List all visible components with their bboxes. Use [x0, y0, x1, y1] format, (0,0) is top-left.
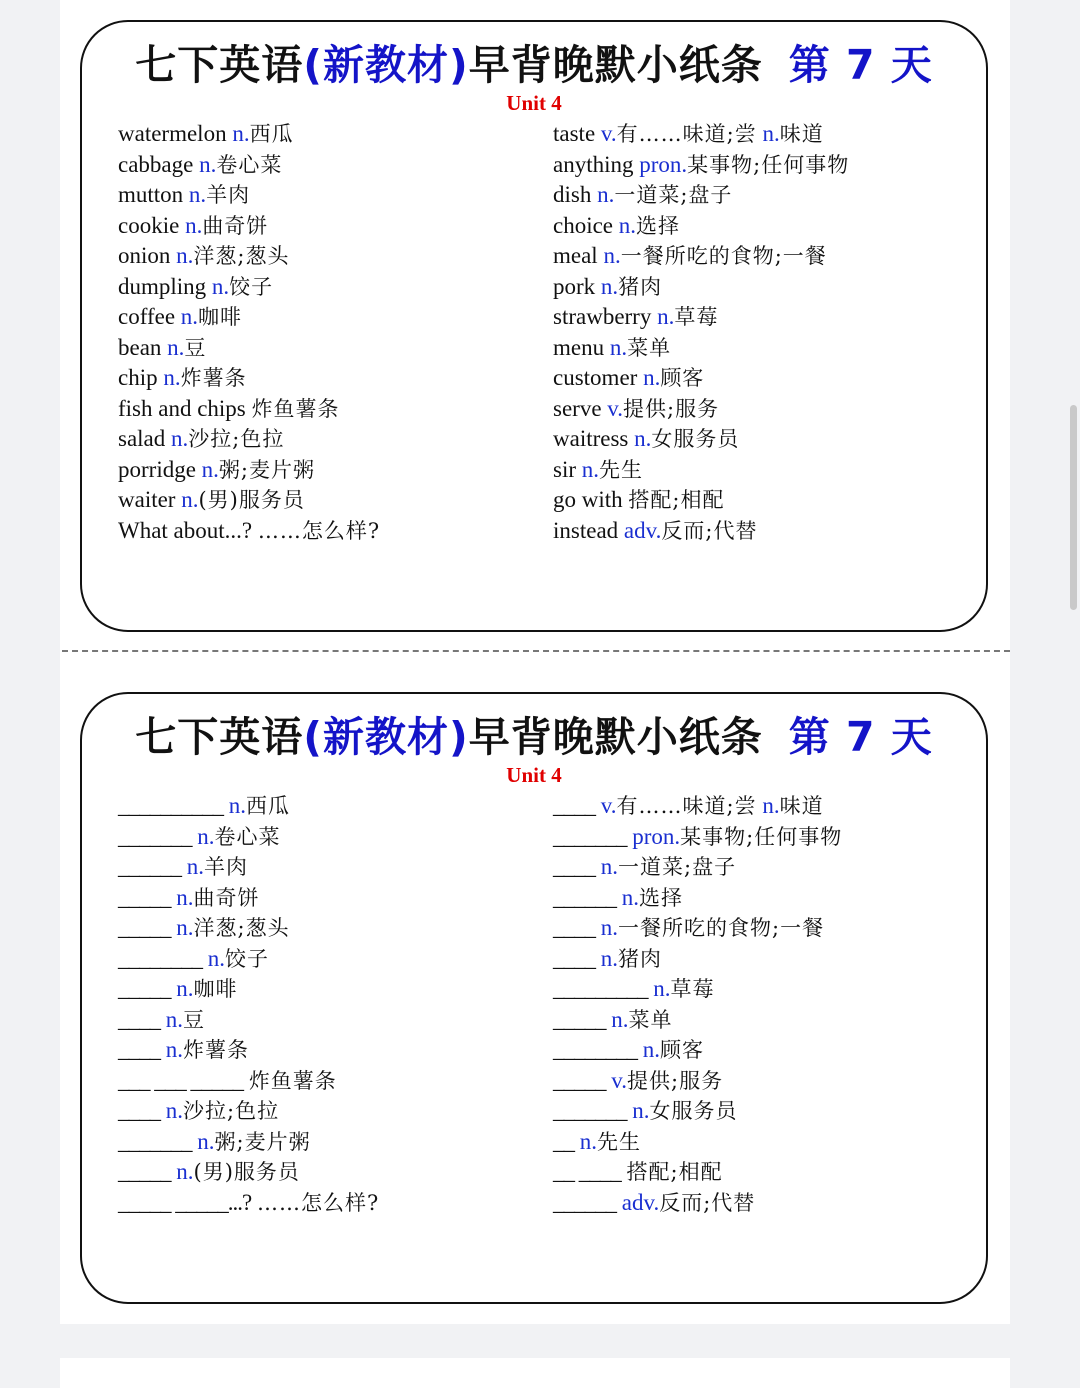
answer-blank: __ [553, 1128, 574, 1154]
chinese-meaning: 羊肉 [204, 855, 248, 879]
chinese-meaning: 曲奇饼 [193, 885, 260, 910]
english-word: watermelon [118, 121, 227, 146]
part-of-speech: n. [621, 884, 639, 910]
vocab-row [553, 211, 849, 242]
vocab-row [553, 241, 849, 272]
english-word: mutton [118, 182, 184, 207]
part-of-speech: n. [188, 182, 207, 207]
vocab-row [118, 302, 380, 333]
english-word: strawberry [553, 304, 652, 329]
title-subtitle: 早背晚默小纸条 [468, 713, 763, 761]
part-of-speech: n. [163, 365, 181, 390]
english-word: waiter [118, 487, 176, 512]
vocab-row [553, 485, 849, 516]
english-word: waitress [553, 426, 629, 451]
english-word: pork [553, 273, 596, 299]
dictation-row [118, 913, 379, 944]
chinese-meaning: 炸薯条 [180, 366, 247, 390]
dictation-row [118, 1035, 379, 1066]
title-subtitle: 早背晚默小纸条 [468, 41, 763, 89]
part-of-speech: n. [603, 243, 621, 268]
answer-blank: ______ [118, 854, 181, 879]
english-word: What about...? [118, 517, 253, 543]
chinese-meaning: 洋葱;葱头 [193, 916, 290, 940]
part-of-speech: n. [600, 915, 618, 940]
english-word: chip [118, 365, 158, 390]
chinese-meaning: 草莓 [670, 977, 715, 1001]
title-text: 七下英语 [135, 41, 304, 89]
english-word: menu [553, 334, 605, 360]
dictation-row [118, 1157, 379, 1188]
vocab-row [118, 485, 380, 516]
vocab-row [118, 516, 380, 547]
chinese-meaning: 羊肉 [206, 183, 251, 207]
dictation-row [118, 852, 379, 883]
answer-blank: _______ [553, 1098, 627, 1123]
part-of-speech: pron. [632, 823, 681, 849]
chinese-meaning: (男)服务员 [198, 488, 305, 512]
part-of-speech: n. [171, 426, 189, 451]
vocab-row [553, 333, 849, 364]
chinese-meaning: 顾客 [660, 366, 705, 390]
chinese-meaning: 卷心菜 [214, 824, 281, 849]
answer-blank: __________ [118, 793, 223, 818]
vocab-row [118, 333, 380, 364]
dictation-row [553, 822, 842, 853]
answer-blank: ______ [553, 1189, 616, 1215]
dictation-row [553, 852, 842, 883]
part-of-speech: n. [581, 456, 599, 482]
dictation-row [553, 944, 842, 975]
english-word: cabbage [118, 151, 194, 177]
chinese-meaning: 咖啡 [198, 305, 243, 329]
part-of-speech: n. [176, 243, 194, 268]
vocab-column-right [553, 119, 849, 546]
answer-blank: ____ [553, 915, 595, 940]
chinese-meaning: 炸薯条 [183, 1038, 249, 1062]
english-word: porridge [118, 456, 196, 482]
answer-blank: ________ [118, 945, 202, 971]
dictation-row [553, 1066, 842, 1097]
vocab-row [553, 455, 849, 486]
card-title [82, 36, 986, 94]
vocab-column-left [118, 119, 380, 546]
vocab-row [553, 516, 849, 547]
part-of-speech: n. [201, 456, 219, 482]
dictation-row [118, 974, 379, 1005]
dictation-row [553, 1127, 842, 1158]
answer-blank: _____ [553, 1006, 606, 1032]
part-of-speech: n. [762, 121, 780, 146]
english-word: sir [553, 456, 576, 482]
title-textbook: (新教材) [303, 41, 469, 89]
part-of-speech: n. [211, 273, 230, 299]
part-of-speech: n. [165, 1006, 183, 1032]
dictation-row [553, 1005, 842, 1036]
chinese-meaning: 反而;代替 [659, 1190, 756, 1215]
answer-blank: _______ [553, 823, 627, 849]
part-of-speech: n. [167, 334, 185, 360]
english-word: serve [553, 395, 602, 421]
english-word: taste [553, 121, 596, 146]
vocab-row [118, 119, 380, 150]
chinese-meaning: 咖啡 [193, 977, 238, 1001]
part-of-speech: n. [176, 976, 194, 1001]
chinese-meaning: 选择 [639, 885, 683, 910]
chinese-meaning: 先生 [599, 457, 643, 482]
chinese-meaning: 炸鱼薯条 [248, 1068, 337, 1093]
unit-label: Unit 4 [506, 763, 562, 787]
answer-blank: ____ [118, 1006, 160, 1032]
part-of-speech: v. [600, 793, 617, 818]
dictation-column-left [118, 791, 379, 1218]
answer-blank: _____ [118, 1159, 171, 1184]
part-of-speech: n. [597, 182, 615, 207]
chinese-meaning: 女服务员 [651, 427, 740, 451]
part-of-speech: n. [611, 1006, 629, 1032]
chinese-meaning: 某事物;任何事物 [680, 824, 843, 849]
dictation-card [80, 692, 988, 1304]
dictation-row [553, 974, 842, 1005]
chinese-meaning: 搭配;相配 [628, 488, 725, 512]
vocab-card [80, 20, 988, 632]
chinese-meaning: 沙拉;色拉 [188, 427, 285, 451]
cut-line-divider [62, 650, 1010, 652]
vocab-row [118, 455, 380, 486]
part-of-speech: v. [611, 1067, 628, 1093]
chinese-meaning: 猪肉 [618, 946, 662, 971]
chinese-meaning: 饺子 [229, 274, 274, 299]
scrollbar-thumb[interactable] [1070, 405, 1077, 610]
part-of-speech: n. [197, 823, 215, 849]
chinese-meaning: 草莓 [674, 305, 719, 329]
part-of-speech: n. [653, 976, 671, 1001]
chinese-meaning: 一道菜;盘子 [614, 183, 733, 207]
dictation-row [118, 1066, 379, 1097]
answer-blank: ____ [553, 854, 595, 879]
chinese-meaning: 有……味道;尝 [616, 122, 757, 146]
chinese-meaning: 饺子 [225, 946, 269, 971]
answer-blank: ________ [553, 1037, 637, 1062]
vocab-row [553, 363, 849, 394]
part-of-speech: n. [643, 365, 661, 390]
dictation-row [118, 1127, 379, 1158]
chinese-meaning: 豆 [184, 335, 207, 360]
chinese-meaning: 一餐所吃的食物;一餐 [618, 916, 825, 940]
chinese-meaning: 提供;服务 [623, 396, 720, 421]
english-word: cookie [118, 212, 180, 238]
part-of-speech: n. [618, 212, 637, 238]
vocab-row [553, 119, 849, 150]
english-word: fish and chips [118, 395, 246, 421]
dictation-row [553, 791, 842, 822]
english-word: meal [553, 243, 598, 268]
unit-label: Unit 4 [506, 91, 562, 115]
english-word: instead [553, 517, 619, 543]
chinese-meaning: 某事物;任何事物 [687, 152, 850, 177]
part-of-speech: n. [579, 1128, 597, 1154]
chinese-meaning: 豆 [183, 1007, 205, 1032]
dictation-row [553, 913, 842, 944]
answer-blank: _________ [553, 976, 648, 1001]
part-of-speech: n. [228, 793, 246, 818]
vocab-row [553, 180, 849, 211]
dictation-row [118, 1188, 379, 1219]
chinese-meaning: 西瓜 [249, 122, 294, 146]
part-of-speech: n. [642, 1037, 660, 1062]
chinese-meaning: 猪肉 [618, 274, 663, 299]
chinese-meaning: 先生 [597, 1129, 641, 1154]
vocab-row [553, 394, 849, 425]
part-of-speech: n. [207, 945, 225, 971]
answer-blank: _____ [118, 976, 171, 1001]
vocab-row [118, 363, 380, 394]
english-word: onion [118, 243, 171, 268]
english-word: customer [553, 365, 638, 390]
chinese-meaning: 提供;服务 [627, 1068, 724, 1093]
part-of-speech: v. [607, 395, 624, 421]
chinese-meaning: 女服务员 [649, 1099, 738, 1123]
chinese-meaning: (男)服务员 [193, 1160, 300, 1184]
chinese-meaning: 粥;麦片粥 [214, 1129, 311, 1154]
english-word: dumpling [118, 273, 207, 299]
english-word: anything [553, 151, 634, 177]
chinese-meaning: 味道 [779, 794, 824, 818]
part-of-speech: n. [600, 273, 619, 299]
part-of-speech: n. [197, 1128, 215, 1154]
card-title [82, 708, 986, 766]
vocab-row [118, 272, 380, 303]
chinese-meaning: 选择 [636, 213, 681, 238]
part-of-speech: n. [632, 1098, 650, 1123]
part-of-speech: n. [165, 1037, 183, 1062]
dictation-row [553, 1035, 842, 1066]
answer-blank: ____ [553, 945, 595, 971]
part-of-speech: n. [165, 1098, 183, 1123]
answer-blank: _____ [118, 915, 171, 940]
vocab-row [118, 150, 380, 181]
dictation-row [553, 1157, 842, 1188]
answer-blank: _____ [118, 884, 171, 910]
dictation-row [118, 791, 379, 822]
chinese-meaning: ……怎么样? [256, 1190, 380, 1215]
part-of-speech: n. [185, 212, 203, 238]
chinese-meaning: 炸鱼薯条 [251, 396, 340, 421]
part-of-speech: n. [199, 151, 217, 177]
chinese-meaning: 沙拉;色拉 [183, 1099, 280, 1123]
vocab-row [118, 211, 380, 242]
title-day: 第 7 天 [788, 41, 933, 89]
next-document-page [60, 1358, 1010, 1388]
part-of-speech: n. [600, 945, 618, 971]
answer-blank: _______ [118, 1128, 192, 1154]
vocab-row [118, 241, 380, 272]
part-of-speech: adv. [623, 517, 662, 543]
english-word: choice [553, 212, 614, 238]
title-day: 第 7 天 [788, 713, 933, 761]
dictation-row [118, 1096, 379, 1127]
chinese-meaning: 粥;麦片粥 [218, 457, 315, 482]
chinese-meaning: 反而;代替 [661, 518, 758, 543]
chinese-meaning: 曲奇饼 [202, 213, 269, 238]
dictation-row [553, 1188, 842, 1219]
chinese-meaning: 菜单 [628, 1007, 673, 1032]
answer-blank: ___ ___ _____ [118, 1067, 243, 1093]
part-of-speech: n. [181, 487, 199, 512]
part-of-speech: n. [176, 884, 194, 910]
answer-blank: ______ [553, 884, 616, 910]
part-of-speech: n. [762, 793, 780, 818]
answer-blank: _____ _____...? [118, 1189, 252, 1215]
english-word: coffee [118, 304, 176, 329]
part-of-speech: adv. [621, 1189, 660, 1215]
vocab-row [118, 180, 380, 211]
answer-blank: ____ [118, 1098, 160, 1123]
english-word: go with [553, 487, 623, 512]
answer-blank: ____ [118, 1037, 160, 1062]
part-of-speech: v. [600, 121, 617, 146]
title-text: 七下英语 [135, 713, 304, 761]
chinese-meaning: 卷心菜 [216, 152, 283, 177]
dictation-row [118, 883, 379, 914]
part-of-speech: n. [176, 1159, 194, 1184]
title-textbook: (新教材) [303, 713, 469, 761]
chinese-meaning: 西瓜 [246, 794, 290, 818]
english-word: salad [118, 426, 166, 451]
dictation-row [553, 1096, 842, 1127]
vocab-row [553, 424, 849, 455]
part-of-speech: n. [609, 334, 628, 360]
dictation-row [118, 944, 379, 975]
chinese-meaning: 一餐所吃的食物;一餐 [620, 244, 827, 268]
dictation-row [118, 1005, 379, 1036]
chinese-meaning: 顾客 [660, 1038, 704, 1062]
part-of-speech: n. [600, 854, 618, 879]
vocab-row [118, 424, 380, 455]
part-of-speech: n. [186, 854, 204, 879]
chinese-meaning: ……怎么样? [257, 518, 381, 543]
answer-blank: _____ [553, 1067, 606, 1093]
part-of-speech: n. [657, 304, 675, 329]
english-word: dish [553, 182, 592, 207]
vocab-row [553, 272, 849, 303]
answer-blank: ____ [553, 793, 595, 818]
chinese-meaning: 搭配;相配 [626, 1160, 723, 1184]
part-of-speech: n. [634, 426, 652, 451]
answer-blank: __ ____ [553, 1159, 621, 1184]
part-of-speech: n. [176, 915, 194, 940]
dictation-row [118, 822, 379, 853]
dictation-column-right [553, 791, 842, 1218]
chinese-meaning: 洋葱;葱头 [193, 244, 290, 268]
chinese-meaning: 一道菜;盘子 [618, 855, 737, 879]
answer-blank: _______ [118, 823, 192, 849]
vocab-row [553, 302, 849, 333]
part-of-speech: n. [180, 304, 199, 329]
dictation-row [553, 883, 842, 914]
chinese-meaning: 味道 [779, 122, 824, 146]
part-of-speech: pron. [639, 151, 688, 177]
chinese-meaning: 菜单 [627, 335, 672, 360]
english-word: bean [118, 334, 162, 360]
chinese-meaning: 有……味道;尝 [616, 794, 757, 818]
vocab-row [118, 394, 380, 425]
part-of-speech: n. [232, 121, 250, 146]
vocab-row [553, 150, 849, 181]
